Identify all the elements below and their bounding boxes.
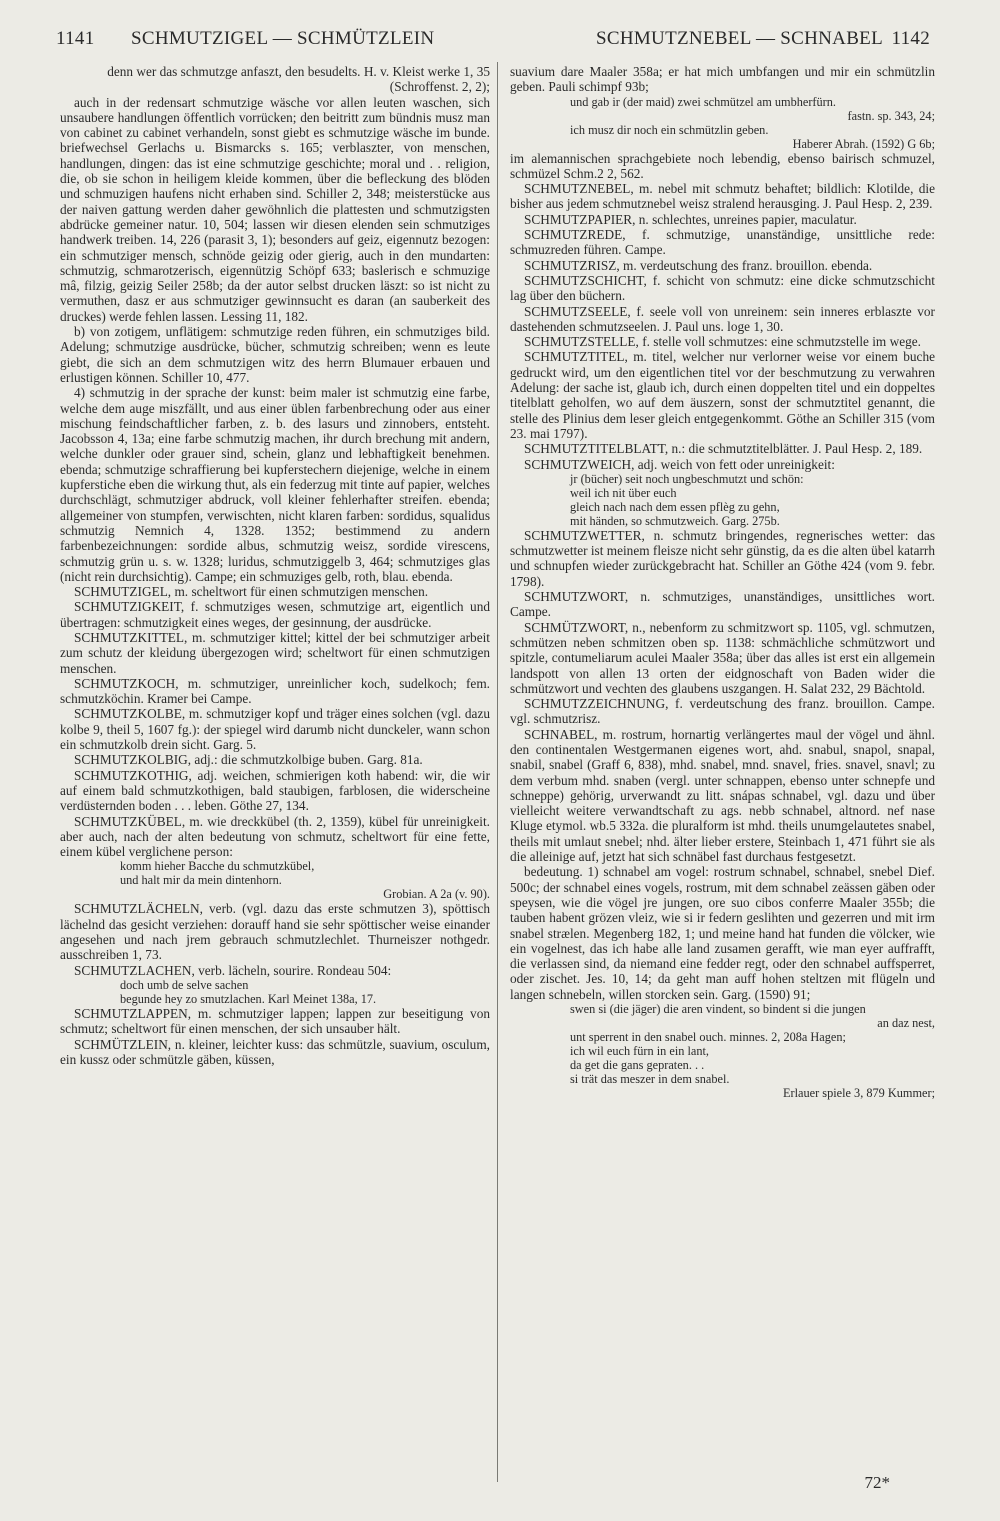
entry-schmutznebel: SCHMUTZNEBEL, m. nebel mit schmutz behaftet; bildlich: Klotilde, die bisher aus jedem schmutznebel weisz stralend herausging. J. Paul Hesp. 2, 239. bbox=[510, 181, 935, 212]
quote-line: ich musz dir noch ein schmützlin geben. bbox=[570, 122, 769, 137]
entry-schmutzseele: SCHMUTZSEELE, f. seele voll von unreinem: sein inneres erblaszte vor dastehenden schmutzseelen. J. Paul uns. loge 1, 30. bbox=[510, 303, 935, 334]
quote-line: ich wil euch fürn in ein lant, bbox=[570, 1044, 709, 1059]
entry-schnabel: SCHNABEL, m. rostrum, hornartig verlängertes maul der vögel und ähnl. den continentalen Westgermanen eigenes wort, ahd. snabul, snapol, snapal, snabil, snabel (Graff 6, 838), mhd. snabel, mnd. snavel, fries. snavel, snavl; zu dem verbum mhd. snaben (vergl. unter schnappen, ebenso unter schnepfe und schneppe) gehörig, urverwandt zu litt. snápas schnabel, vgl. dazu und über vielleicht weitere verwandtschaft zu ags. nebb schnabel, altnord. nef nase Kluge etymol. wb.5 332a. die pluralform ist mhd. theils unumgelautetes snabel, theils mit umlaut snebel; nhd. älter lieber erstere, Steinbach 1, 471 führt sie als die alleinige auf, jetzt hat sich schnäbel fast durchaus festgesetzt. bbox=[510, 726, 935, 865]
quote-line: unt sperrent in den snabel ouch. minnes. 2, 208a Hagen; bbox=[570, 1030, 846, 1045]
entry-schmutzkolbe: SCHMUTZKOLBE, m. schmutziger kopf und träger eines solchen (vgl. dazu kolbe 9, theil 5, 1607 fg.): der spiegel wird darumb nicht dunckeler, wann schon ein schmutzkolb drein sicht. Garg. 5. bbox=[60, 706, 490, 753]
left-para: b) von zotigem, unflätigem: schmutzige reden führen, ein schmutziges bild. Adelung; schmutzige ausdrücke, bücher, schmutzig schreiben; wenn es leute giebt, die sich an dem schmutzigen witz des herrn Blumauer erbauen und erlustigen können. Schiller 10, 477. bbox=[60, 324, 490, 385]
right-column bbox=[510, 64, 935, 1484]
entry-schmuetzlein: SCHMÜTZLEIN, n. kleiner, leichter kuss: das schmützle, suavium, osculum, ein kussz oder schmützle gäben, küssen, bbox=[60, 1036, 490, 1067]
right-page-number: 1142 bbox=[891, 28, 930, 49]
quote-source: fastn. sp. 343, 24; bbox=[847, 108, 935, 123]
entry-schmuetzwort: SCHMÜTZWORT, n., nebenform zu schmitzwort sp. 1105, vgl. schmutzen, schmützen neben schmitzen oben sp. 1138: schmächliche schmützwort und spitzle, contumeliarum aculei Maaler 358a; über das alles ist erst ein allgemein landspott von allen 13 orten der eidgnoschaft von Baden wider die schmützwort und vechten des glaubens uszgangen. H. Salat 232, 29 Bächtold. bbox=[510, 619, 935, 696]
quote-line: jr (bücher) seit noch ungbeschmutzt und schön: bbox=[570, 471, 804, 486]
entry-schmutzlachen: SCHMUTZLACHEN, verb. lächeln, sourire. Rondeau 504: bbox=[74, 962, 392, 978]
quote-line: doch umb de selve sachen bbox=[120, 977, 249, 992]
right-para: suavium dare Maaler 358a; er hat mich umbfangen und mir ein schmützlin geben. Pauli schimpf 93b; bbox=[510, 64, 935, 95]
entry-schmutztitelblatt: SCHMUTZTITELBLATT, n.: die schmutztitelblätter. J. Paul Hesp. 2, 189. bbox=[524, 441, 923, 457]
quote-source: Grobian. A 2a (v. 90). bbox=[383, 887, 490, 902]
entry-schmutzwetter: SCHMUTZWETTER, n. schmutz bringendes, regnerisches wetter: das schmutzwetter ist meinem fleisze nicht sehr günstig, da es die alten übel katarrh und schnupfen wieder zurückgebracht hat. Schiller an Göthe 424 (vom 9. febr. 1798). bbox=[510, 527, 935, 589]
entry-schmutzigkeit: SCHMUTZIGKEIT, f. schmutziges wesen, schmutzige art, eigentlich und übertragen: schmutzigkeit eines weges, der gesinnung, der ausdrücke. bbox=[60, 599, 490, 630]
entry-schmutzkittel: SCHMUTZKITTEL, m. schmutziger kittel; kittel der bei schmutziger arbeit zum schutz der kleidung übergezogen wird; scheltwort für einen schmutzigen menschen. bbox=[60, 629, 490, 676]
quote-line: gleich nach nach dem essen pflèg zu gehn, bbox=[570, 499, 780, 514]
entry-schmutzrede: SCHMUTZREDE, f. schmutzige, unanständige, unsittliche rede: schmuzreden führen. Campe. bbox=[510, 227, 935, 258]
entry-schmutzzeichnung: SCHMUTZZEICHNUNG, f. verdeutschung des franz. brouillon. Campe. vgl. schmutzrisz. bbox=[510, 696, 935, 727]
entry-schmutzlaecheln: SCHMUTZLÄCHELN, verb. (vgl. dazu das erste schmutzen 3), spöttisch lächelnd das gesicht verziehen: dorauff hand sie sehr spöttischer weise einander angesehen und nach jrem gebrauch schmutzlechlet. Thurneiszer nothgedr. ausschreiben 1, 73. bbox=[60, 901, 490, 963]
quote-line: si trät das meszer in dem snabel. bbox=[570, 1072, 730, 1087]
entry-schmutztitel: SCHMUTZTITEL, m. titel, welcher nur verlorner weise vor einem buche gedruckt wird, um den eigentlichen titel vor der beschmutzung zu verwahren Adelung: der sache ist, glaub ich, durch einen doppelten titel und ein doppeltes titelblatt geholfen, wo auf dem äuszern, sonst der schmutztitel genannt, die stelle des Plinius dem leser gleich entgegenkommt. Göthe an Schiller 315 (vom 23. mai 1797). bbox=[510, 349, 935, 441]
quote-line: begunde hey zo smutzlachen. Karl Meinet 138a, 17. bbox=[120, 991, 377, 1006]
quote-line: weil ich nit über euch bbox=[570, 485, 677, 500]
entry-schnabel-bedeutung: bedeutung. 1) schnabel am vogel: rostrum schnabel, schnabel, snebel Dief. 500c; der schnabel eines vogels, rostrum, mit dem schnabel zeässen gäben oder speysen, wie die vögel jre jungen, ore suo cibos conferre Maaler 355b; die tauben habent grözen vleiz, wie si ir federn geslihten und gezerren und mit irm snabel strælen. Megenberg 182, 1; und meine hand hat funden die völcker, wie ein vogelnest, das ich habe alle land zusamen gerafft, wie man eyer auffrafft, die verlassen sind, da niemand eine fedder regt, oder den schnabel auffsperret, oder zischet. Jes. 10, 14; da geht man auff hohen steltzen mit flügeln und langen schnebeln, willen storcken sein. Garg. (1590) 91; bbox=[510, 864, 935, 1002]
entry-schmutzpapier: SCHMUTZPAPIER, n. schlechtes, unreines papier, maculatur. bbox=[524, 211, 857, 227]
quote-source: Erlauer spiele 3, 879 Kummer; bbox=[783, 1086, 935, 1101]
quote-line: swen si (die jäger) die aren vindent, so bindent si die jungen bbox=[570, 1002, 866, 1017]
entry-schmutzkuebel: SCHMUTZKÜBEL, m. wie dreckkübel (th. 2, 1359), kübel für unreinigkeit. aber auch, nach der alten bedeutung von schmutz, scheltwort für eine fette, einem kübel verglichene person: bbox=[60, 813, 490, 860]
entry-schmutzkothig: SCHMUTZKOTHIG, adj. weichen, schmierigen koth habend: wir, die wir auf einem bald schmutzkothigen, bald staubigen, farblosen, die widerscheine verdüsternden boden . . . leben. Göthe 27, 134. bbox=[60, 767, 490, 814]
quote-line: und halt mir da mein dintenhorn. bbox=[120, 873, 282, 888]
left-page-number: 1141 bbox=[56, 28, 95, 49]
quote-line: an daz nest, bbox=[877, 1016, 935, 1031]
left-column bbox=[60, 64, 490, 1484]
quote-line: da get die gans gepraten. . . bbox=[570, 1058, 705, 1073]
entry-schmutzlappen: SCHMUTZLAPPEN, m. schmutziger lappen; lappen zur beseitigung von schmutz; scheltwort für einen menschen, der sich unsauber hält. bbox=[60, 1005, 490, 1037]
quote-line: mit händen, so schmutzweich. Garg. 275b. bbox=[570, 513, 780, 528]
entry-schmutzwort: SCHMUTZWORT, n. schmutziges, unanständiges, unsittliches wort. Campe. bbox=[510, 589, 935, 620]
left-para: denn wer das schmutzge anfaszt, den besudelts. H. v. Kleist werke 1, 35 (Schroffenst. 2, 2); bbox=[107, 64, 490, 95]
entry-schmutzschicht: SCHMUTZSCHICHT, f. schicht von schmutz: eine dicke schmutzschicht lag über den büchern. bbox=[510, 272, 935, 304]
entry-schmutzstelle: SCHMUTZSTELLE, f. stelle voll schmutzes: eine schmutzstelle im wege. bbox=[524, 334, 921, 350]
signature-mark: 72* bbox=[864, 1473, 890, 1492]
left-para: auch in der redensart schmutzige wäsche vor allen leuten waschen, sich unsaubere handlungen öffentlich vorrücken; den beitritt zum bündnis musz man von cabinet zu cabinet verhandeln, sonst giebt es schmutzige wäsche im bunde. briefwechsel Gerlachs u. Bismarcks s. 165; verblaszter, von menschen, handlungen, dingen: das ist eine schmutzige geschichte; moral und . . religion, die, ob sie schon in heiligem kleide kommen, über die befleckung des blöden und schmuzigen haufens nicht erhaben sind. Schiller 2, 348; meisterstücke aus der naiven gattung werden daher gewöhnlich die plattesten und schmutzigsten abdrücke gemeiner natur. 10, 504; lassen wir diesen elenden sein schmutziges handwerk treiben. 14, 226 (parasit 3, 1); besonders auf geiz, eigennutz bezogen: ein schmutziger mensch, schnöde geizig oder gierig, auch in den mundarten: schmutzig, schmarotzerisch, eigennützig Schöpf 633; baslerisch e schmuzige mâ, filzig, geizig Seiler 258b; da der autor selbst drucken läszt: so ist nicht zu vermuthen, dasz er aus schmutziger gewinnsucht es daran (an sauberkeit des druckes) werde fehlen lassen. Lessing 11, 182. bbox=[60, 94, 490, 324]
entry-schmutzrisz: SCHMUTZRISZ, m. verdeutschung des franz. brouillon. ebenda. bbox=[524, 257, 873, 273]
entry-schmutzweich: SCHMUTZWEICH, adj. weich von fett oder unreinigkeit: bbox=[524, 456, 835, 472]
entry-schmutzigel: SCHMUTZIGEL, m. scheltwort für einen schmutzigen menschen. bbox=[74, 584, 429, 600]
column-divider bbox=[497, 62, 498, 1482]
left-para: 4) schmutzig in der sprache der kunst: beim maler ist schmutzig eine farbe, welche dem auge miszfällt, und aus einer üblen farbenbrechung oder aus einer mischung feindschaftlicher farben, z. b. des lasurs und zinnobers, entsteht. Jacobsson 4, 13a; eine farbe schmutzig machen, ihr durch brechung mit andern, welche dunkler oder grauer sind, schein, glanz und lebhaftigkeit benehmen. ebenda; schmutzige schraffierung bei kupferstechern diejenige, welche in einem kupferstiche eben die wirkung thut, als ein federzug mit tinte auf papier, welches durchschlägt, schmutziger abdruck, voll kleiner fehlerhafter streifen. ebenda; allgemeiner von stumpfen, verwischten, nicht klaren farben: sordidus, squalidus schmutzig Nemnich 4, 1328. 1352; bestimmend zu andern farbenbezeichnungen: sordide albus, schmutzig weisz, sordide virescens, schmutzig grün u. s. w. 1328; luridus, schmutziggelb 3, 464; schmutziges glas (nicht rein durchsichtig). Campe; ein schmuziges gelb, roth, blau. ebenda. bbox=[60, 385, 490, 584]
quote-line: komm hieher Bacche du schmutzkübel, bbox=[120, 859, 315, 874]
left-running-title: SCHMUTZIGEL — SCHMÜTZLEIN bbox=[131, 28, 435, 49]
quote-line: und gab ir (der maid) zwei schmützel am umbherfürn. bbox=[570, 94, 836, 109]
entry-schmutzkolbig: SCHMUTZKOLBIG, adj.: die schmutzkolbige buben. Garg. 81a. bbox=[74, 752, 423, 768]
page-header bbox=[56, 28, 930, 58]
right-running-title: SCHMUTZNEBEL — SCHNABEL bbox=[596, 28, 883, 49]
quote-source: Haberer Abrah. (1592) G 6b; bbox=[792, 136, 935, 151]
right-para: im alemannischen sprachgebiete noch lebendig, ebenso bairisch schmuzel, schmüzel Schm.2 2, 562. bbox=[510, 150, 935, 181]
entry-schmutzkoch: SCHMUTZKOCH, m. schmutziger, unreinlicher koch, sudelkoch; fem. schmutzköchin. Kramer bei Campe. bbox=[60, 675, 490, 707]
